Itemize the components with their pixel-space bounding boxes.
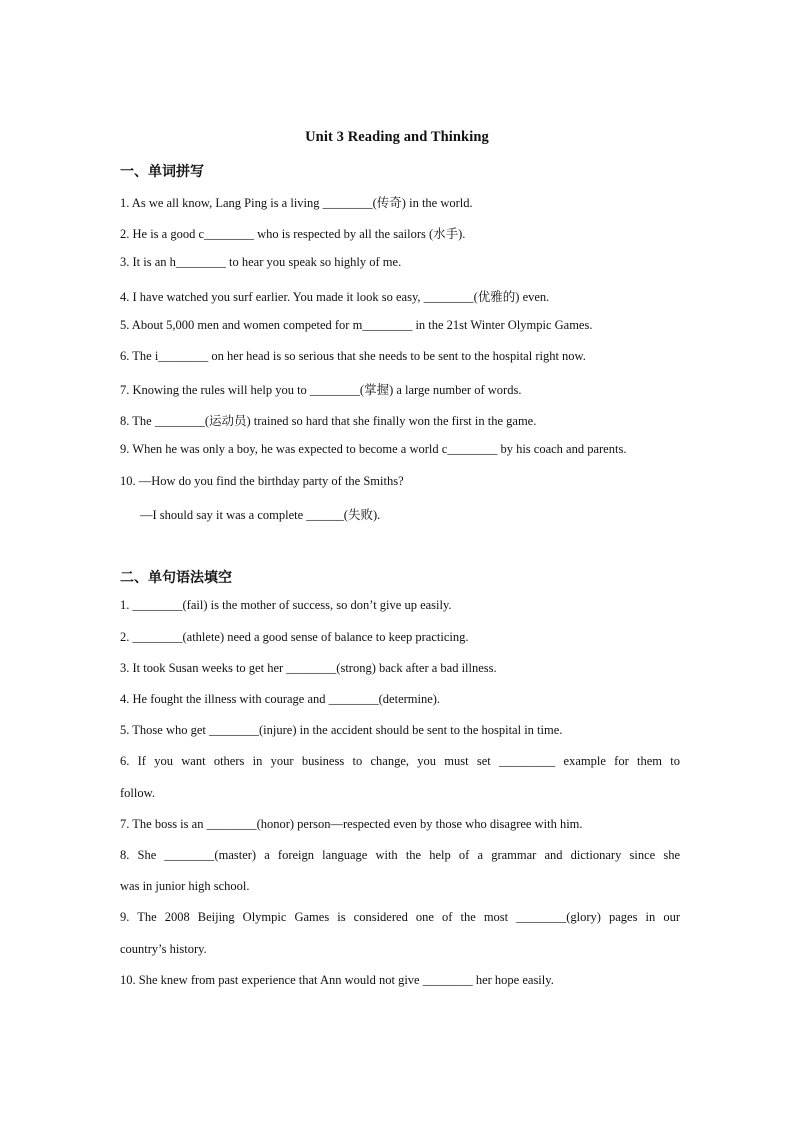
- section1-item-5: 5. About 5,000 men and women competed for m________ in the 21st Winter Olympic Games.: [120, 318, 593, 332]
- section1-item-10-answer: —I should say it was a complete ______(失败).: [140, 508, 381, 522]
- section1-item-6: 6. The i________ on her head is so serious that she needs to be sent to the hospital right now.: [120, 349, 586, 363]
- section2-item-6-cont: follow.: [120, 786, 155, 800]
- section2-item-9: 9. The 2008 Beijing Olympic Games is considered one of the most ________(glory) pages in our: [120, 910, 680, 924]
- section2-item-4: 4. He fought the illness with courage and ________(determine).: [120, 692, 441, 706]
- section1-item-8: 8. The ________(运动员) trained so hard that she finally won the first in the game.: [120, 414, 537, 428]
- section2-item-9-cont: country’s history.: [120, 942, 207, 956]
- section1-item-4: 4. I have watched you surf earlier. You made it look so easy, ________(优雅的) even.: [120, 290, 550, 304]
- section2-item-1: 1. ________(fail) is the mother of success, so don’t give up easily.: [120, 598, 452, 612]
- section2-item-8-cont: was in junior high school.: [120, 879, 250, 893]
- section1-item-3: 3. It is an h________ to hear you speak so highly of me.: [120, 255, 402, 269]
- section2-item-6: 6. If you want others in your business to change, you must set _________ example for them to: [120, 754, 680, 768]
- section2-item-2: 2. ________(athlete) need a good sense of balance to keep practicing.: [120, 630, 469, 644]
- section2-item-5: 5. Those who get ________(injure) in the accident should be sent to the hospital in time.: [120, 723, 563, 737]
- section2-item-7: 7. The boss is an ________(honor) person—respected even by those who disagree with him.: [120, 817, 583, 831]
- section2-item-8: 8. She ________(master) a foreign language with the help of a grammar and dictionary since she: [120, 848, 680, 862]
- section1-item-2: 2. He is a good c________ who is respected by all the sailors (水手).: [120, 227, 466, 241]
- section2-item-3: 3. It took Susan weeks to get her ________(strong) back after a bad illness.: [120, 661, 497, 675]
- section1-item-1: 1. As we all know, Lang Ping is a living ________(传奇) in the world.: [120, 196, 473, 210]
- section2-item-10: 10. She knew from past experience that Ann would not give ________ her hope easily.: [120, 973, 554, 987]
- section1-item-10: 10. —How do you find the birthday party of the Smiths?: [120, 474, 404, 488]
- section1-heading: 一、单词拼写: [120, 164, 204, 180]
- section1-item-9: 9. When he was only a boy, he was expected to become a world c________ by his coach and parents.: [120, 442, 627, 456]
- section2-heading: 二、单句语法填空: [120, 570, 232, 586]
- section1-item-7: 7. Knowing the rules will help you to ________(掌握) a large number of words.: [120, 383, 522, 397]
- page-title: Unit 3 Reading and Thinking: [305, 129, 489, 145]
